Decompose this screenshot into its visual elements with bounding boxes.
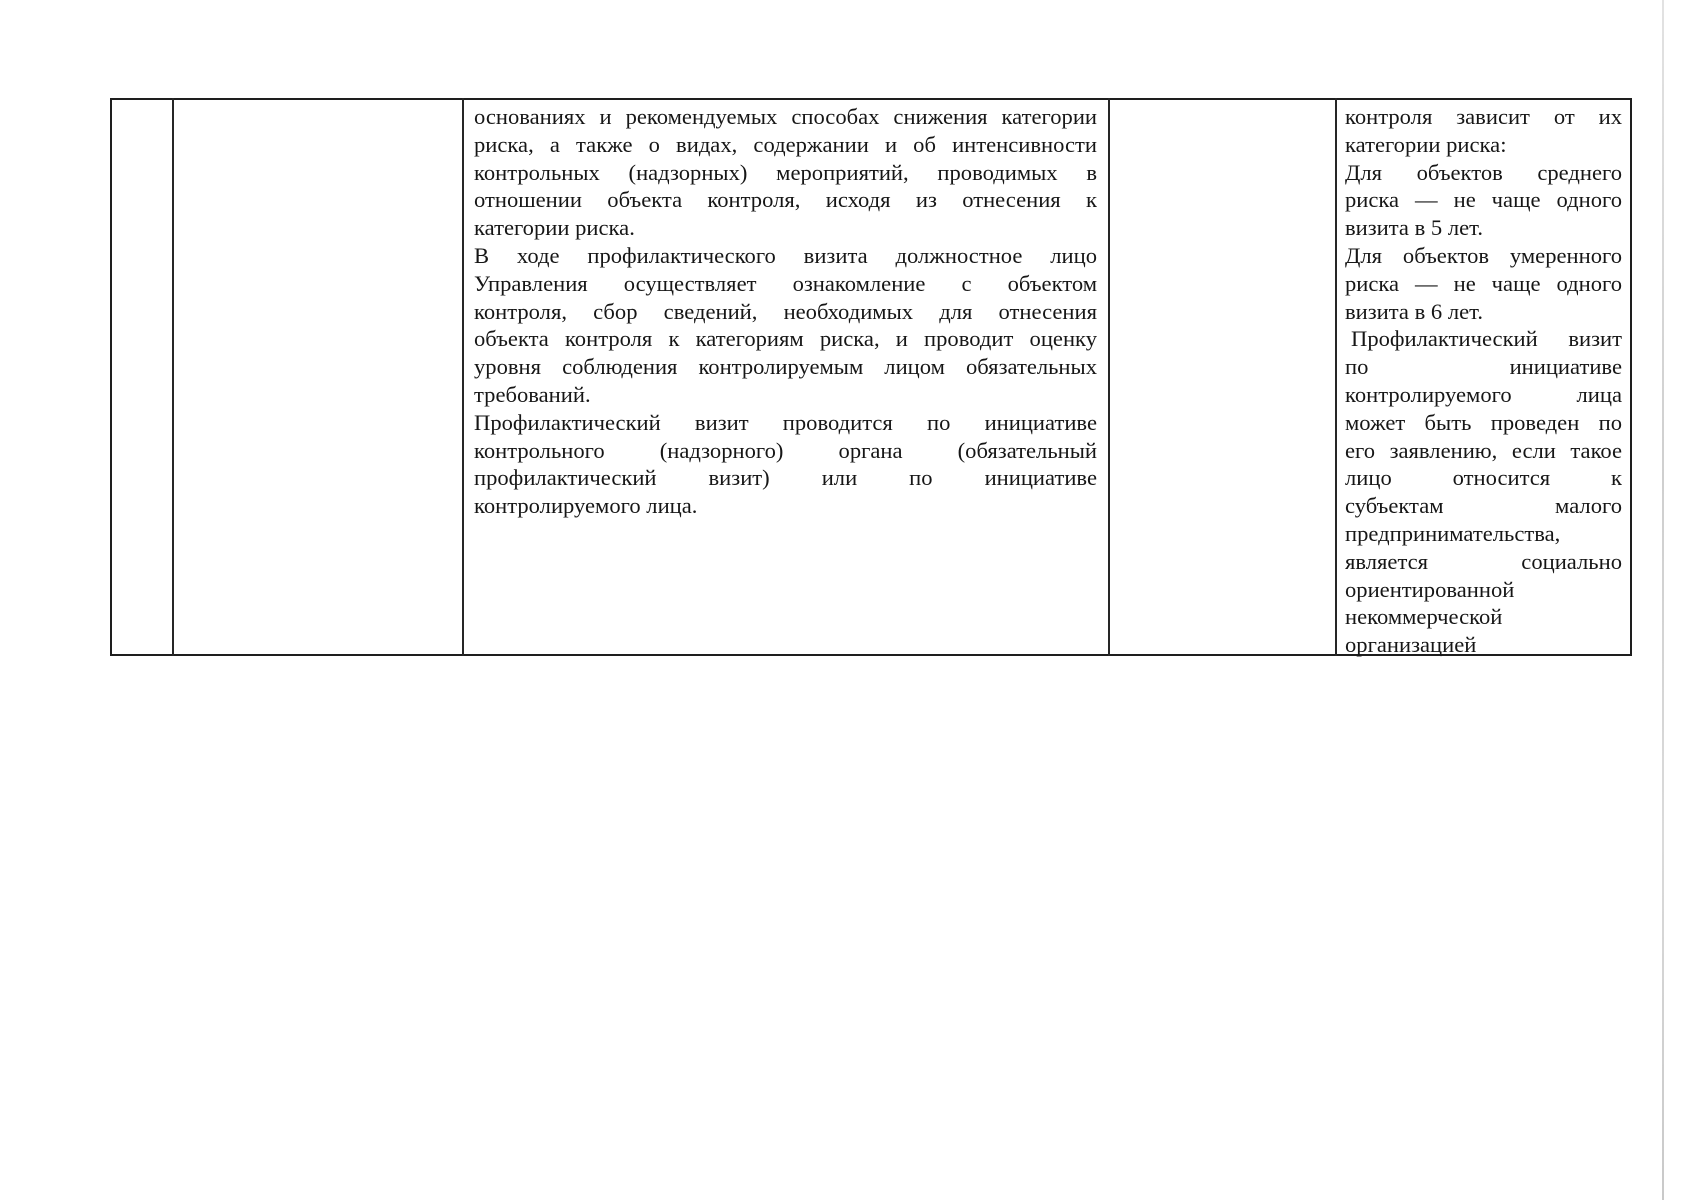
table-cell-description — [474, 103, 1097, 520]
description-text-line: Управления осуществляет ознакомление с объектом — [474, 270, 1097, 296]
frequency-text-line: риска — не чаще одного — [1345, 187, 1622, 213]
description-text-line: контрольного (надзорного) органа (обязательный — [474, 437, 1097, 463]
column-divider-4 — [1335, 98, 1337, 656]
frequency-text-line: Для объектов среднего — [1345, 159, 1622, 185]
description-text-line: объекта контроля к категориям риска, и проводит оценку — [474, 326, 1097, 352]
column-divider-3 — [1108, 98, 1110, 656]
frequency-text-line: визита в 5 лет. — [1345, 215, 1483, 241]
description-text-line: профилактический визит) или по инициативе — [474, 465, 1097, 491]
description-text-line: риска, а также о видах, содержании и об интенсивности — [474, 131, 1097, 157]
frequency-text-line: некоммерческой — [1345, 604, 1503, 630]
description-text-line: требований. — [474, 381, 591, 407]
frequency-text-line: по инициативе — [1345, 354, 1622, 380]
frequency-text-line: Профилактический визит — [1351, 326, 1622, 352]
frequency-text-line: может быть проведен по — [1345, 409, 1622, 435]
description-text-line: основаниях и рекомендуемых способах снижения категории — [474, 104, 1097, 129]
frequency-text-line: ориентированной — [1345, 576, 1515, 602]
frequency-text-line: лицо относится к — [1345, 465, 1622, 491]
frequency-text-line: его заявлению, если такое — [1345, 437, 1622, 463]
frequency-text-line: категории риска: — [1345, 131, 1507, 157]
description-text-line: контролируемого лица. — [474, 493, 698, 519]
frequency-text-line: является социально — [1345, 548, 1622, 574]
frequency-text-line: Для объектов умеренного — [1345, 242, 1622, 268]
description-text-line: В ходе профилактического визита должностное лицо — [474, 242, 1097, 268]
description-text-line: контрольных (надзорных) мероприятий, проводимых в — [474, 159, 1097, 185]
column-divider-1 — [172, 98, 174, 656]
frequency-text-line: визита в 6 лет. — [1345, 298, 1483, 324]
description-text-line: категории риска. — [474, 215, 635, 241]
description-text-line: отношении объекта контроля, исходя из отнесения к — [474, 187, 1097, 213]
frequency-text-line: риска — не чаще одного — [1345, 270, 1622, 296]
table-cell-frequency — [1345, 103, 1622, 659]
description-text-line: уровня соблюдения контролируемым лицом обязательных — [474, 354, 1097, 380]
description-text-line: контроля, сбор сведений, необходимых для отнесения — [474, 298, 1097, 324]
description-text-line: Профилактический визит проводится по инициативе — [474, 409, 1097, 435]
scan-edge-shadow — [1662, 0, 1664, 1200]
frequency-text-line: предпринимательства, — [1345, 520, 1561, 546]
frequency-text-line: субъектам малого — [1345, 493, 1622, 519]
frequency-text-line: организацией — [1345, 632, 1477, 658]
column-divider-2 — [462, 98, 464, 656]
frequency-text-line: контроля зависит от их — [1345, 104, 1622, 129]
frequency-text-line: контролируемого лица — [1345, 381, 1622, 407]
